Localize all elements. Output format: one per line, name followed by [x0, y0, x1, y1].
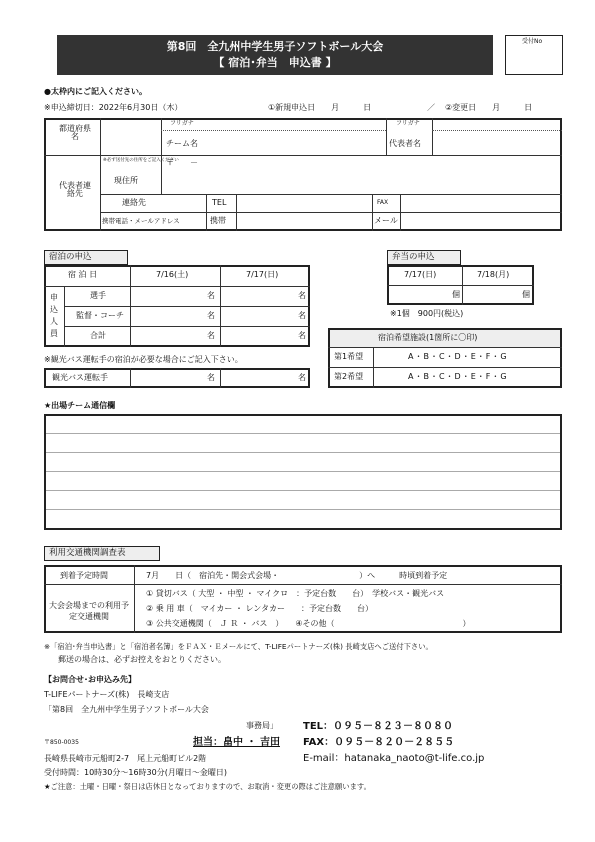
submission-note: ※「宿泊･弁当申込書」と「宿泊者名簿」をＦＡＸ・Ｅメールにて、T-LIFEパートナーズ(株) 長崎支店へご送付下さい。: [44, 642, 433, 651]
transport-option-car[interactable]: ② 乗 用 車（ マイカー ・ レンタカー ：予定台数 台）: [146, 604, 373, 613]
fax-number: FAX：０９５－８２０－２８５５: [303, 737, 455, 748]
team-name-label: チーム名: [166, 139, 198, 148]
change-date: ②変更日 月 日: [445, 103, 533, 112]
email-address[interactable]: E-mail：hatanaka_naoto@t-life.co.jp: [303, 753, 485, 764]
email-label: メール: [374, 216, 398, 225]
holiday-note: ★ご注意：土曜・日曜・祭日は店休日となっておりますので、お取消・変更の際はご注意願います。: [44, 782, 371, 791]
reception-stamp-box: [505, 35, 563, 75]
tel-field[interactable]: [238, 196, 370, 211]
unit-label: 個: [522, 290, 530, 299]
office-hours: 受付時間：10時30分～16時30分(月曜日～金曜日): [44, 768, 227, 777]
deadline-text: ※申込締切日：2022年6月30日（木）: [44, 103, 183, 112]
bento-section-title: 弁当の申込: [387, 250, 461, 265]
rep-name-label: 代表者名: [389, 139, 421, 148]
team-furigana-label: フリガナ: [170, 120, 194, 127]
mobile-field[interactable]: [238, 214, 370, 229]
players-day2-field[interactable]: [222, 288, 296, 305]
zip-mark: 〒 －: [166, 158, 198, 167]
team-name-field[interactable]: [204, 131, 384, 154]
company-name: T-LIFEパートナーズ(株) 長崎支店: [44, 690, 170, 699]
second-choice-label: 第2希望: [334, 372, 364, 381]
fill-note: ●太枠内にご記入ください。: [44, 87, 147, 96]
date-separator: ／: [427, 103, 435, 112]
unit-label: 名: [298, 373, 306, 382]
mobile-email-label: 携帯電話・メールアドレス: [102, 217, 180, 225]
office-address: 長崎県長崎市元船町2-7 尾上元船町ビル2階: [44, 754, 207, 763]
first-choice-label: 第1希望: [334, 352, 364, 361]
prefecture-label: 都道府県名: [59, 124, 91, 141]
first-choice-options[interactable]: A・B・C・D・E・F・G: [408, 352, 508, 361]
bus-driver-label: 観光バス運転手: [52, 373, 108, 382]
lodging-section-title: 宿泊の申込: [44, 250, 128, 265]
inquiry-title: 【お問合せ･お申込み先】: [44, 675, 136, 684]
lodging-date-label: 宿 泊 日: [68, 270, 98, 279]
lodging-day1: 7/16(土): [156, 270, 189, 279]
bento-day1: 7/17(日): [404, 270, 437, 279]
rep-name-field[interactable]: [434, 131, 560, 154]
unit-label: 名: [207, 311, 215, 320]
reception-no-label: 受付No: [522, 38, 543, 45]
bus-driver-day2-field[interactable]: [222, 370, 296, 386]
office-label: 事務局」: [246, 721, 278, 730]
tel-label: TEL: [212, 198, 227, 207]
unit-label: 個: [452, 290, 460, 299]
transport-section-title: 利用交通機関調査表: [44, 546, 160, 561]
title-banner: [57, 35, 493, 75]
mail-copy-note: 郵送の場合は、必ずお控えをおとりください。: [58, 655, 226, 664]
second-choice-options[interactable]: A・B・C・D・E・F・G: [408, 372, 508, 381]
applicants-side-label: 申込人員: [50, 293, 58, 338]
unit-label: 名: [298, 291, 306, 300]
email-field[interactable]: [402, 214, 560, 229]
coaches-day2-field[interactable]: [222, 308, 296, 325]
bento-day2: 7/18(月): [477, 270, 510, 279]
lodging-row-coaches: 監督・コーチ: [76, 311, 124, 320]
arrival-time-label: 到着予定時間: [60, 571, 108, 580]
contact-sub-label: 連絡先: [122, 198, 146, 207]
comm-textarea[interactable]: [44, 414, 562, 530]
event-office-line: 「第8回 全九州中学生男子ソフトボール大会: [44, 705, 209, 714]
zip-code: 〒850-0035: [44, 739, 79, 746]
address-field[interactable]: [163, 170, 560, 192]
coaches-day1-field[interactable]: [132, 308, 204, 325]
bento-price-note: ※1個 900円(税込): [390, 309, 464, 318]
unit-label: 名: [207, 331, 215, 340]
comm-section-title: ★出場チーム通信欄: [44, 401, 116, 410]
bento-day2-field[interactable]: [464, 287, 520, 303]
lodging-row-players: 選手: [90, 291, 106, 300]
fax-label: FAX: [377, 199, 389, 206]
hotel-section-title: 宿泊希望施設(1箇所に〇印): [378, 333, 478, 342]
unit-label: 名: [298, 311, 306, 320]
transport-option-public[interactable]: ③ 公共交通機関（ Ｊ Ｒ ・ バス ） ④その他（ ）: [146, 619, 471, 628]
fax-field[interactable]: [402, 196, 560, 211]
address-label: 現住所: [114, 176, 138, 185]
tel-number: TEL：０９５－８２３－８０８０: [303, 721, 454, 732]
mobile-label: 携帯: [210, 216, 226, 225]
rep-furigana-label: フリガナ: [396, 120, 420, 127]
new-apply-date: ①新規申込日 月 日: [268, 103, 372, 112]
bus-driver-note: ※観光バス運転手の宿泊が必要な場合にご記入下さい。: [44, 355, 243, 364]
bento-day1-field[interactable]: [389, 287, 449, 303]
transport-means-label: 大会会場までの利用予定交通機関: [49, 601, 129, 621]
staff-names: 担当：畠中 ・ 吉田: [193, 737, 280, 748]
document-subtitle: 【 宿泊･弁当 申込書 】: [213, 56, 337, 69]
lodging-day2: 7/17(日): [246, 270, 279, 279]
address-note: ※必ず送付先の住所をご記入ください: [103, 158, 179, 163]
unit-label: 名: [207, 291, 215, 300]
transport-option-bus[interactable]: ① 貸切バス（ 大型 ・ 中型 ・ マイクロ ：予定台数 台） 学校バス・観光バス: [146, 589, 445, 598]
prefecture-field[interactable]: [101, 131, 160, 154]
unit-label: 名: [298, 331, 306, 340]
unit-label: 名: [207, 373, 215, 382]
arrival-time-text[interactable]: 7月 日（ 宿泊先・開会式会場・ ）へ 時頃到着予定: [146, 571, 448, 580]
rep-contact-label: 代表者連絡先: [59, 181, 91, 198]
players-day1-field[interactable]: [132, 288, 204, 305]
bus-driver-day1-field[interactable]: [132, 370, 204, 386]
lodging-row-total: 合計: [90, 331, 106, 340]
document-title: 第8回 全九州中学生男子ソフトボール大会: [166, 40, 384, 53]
